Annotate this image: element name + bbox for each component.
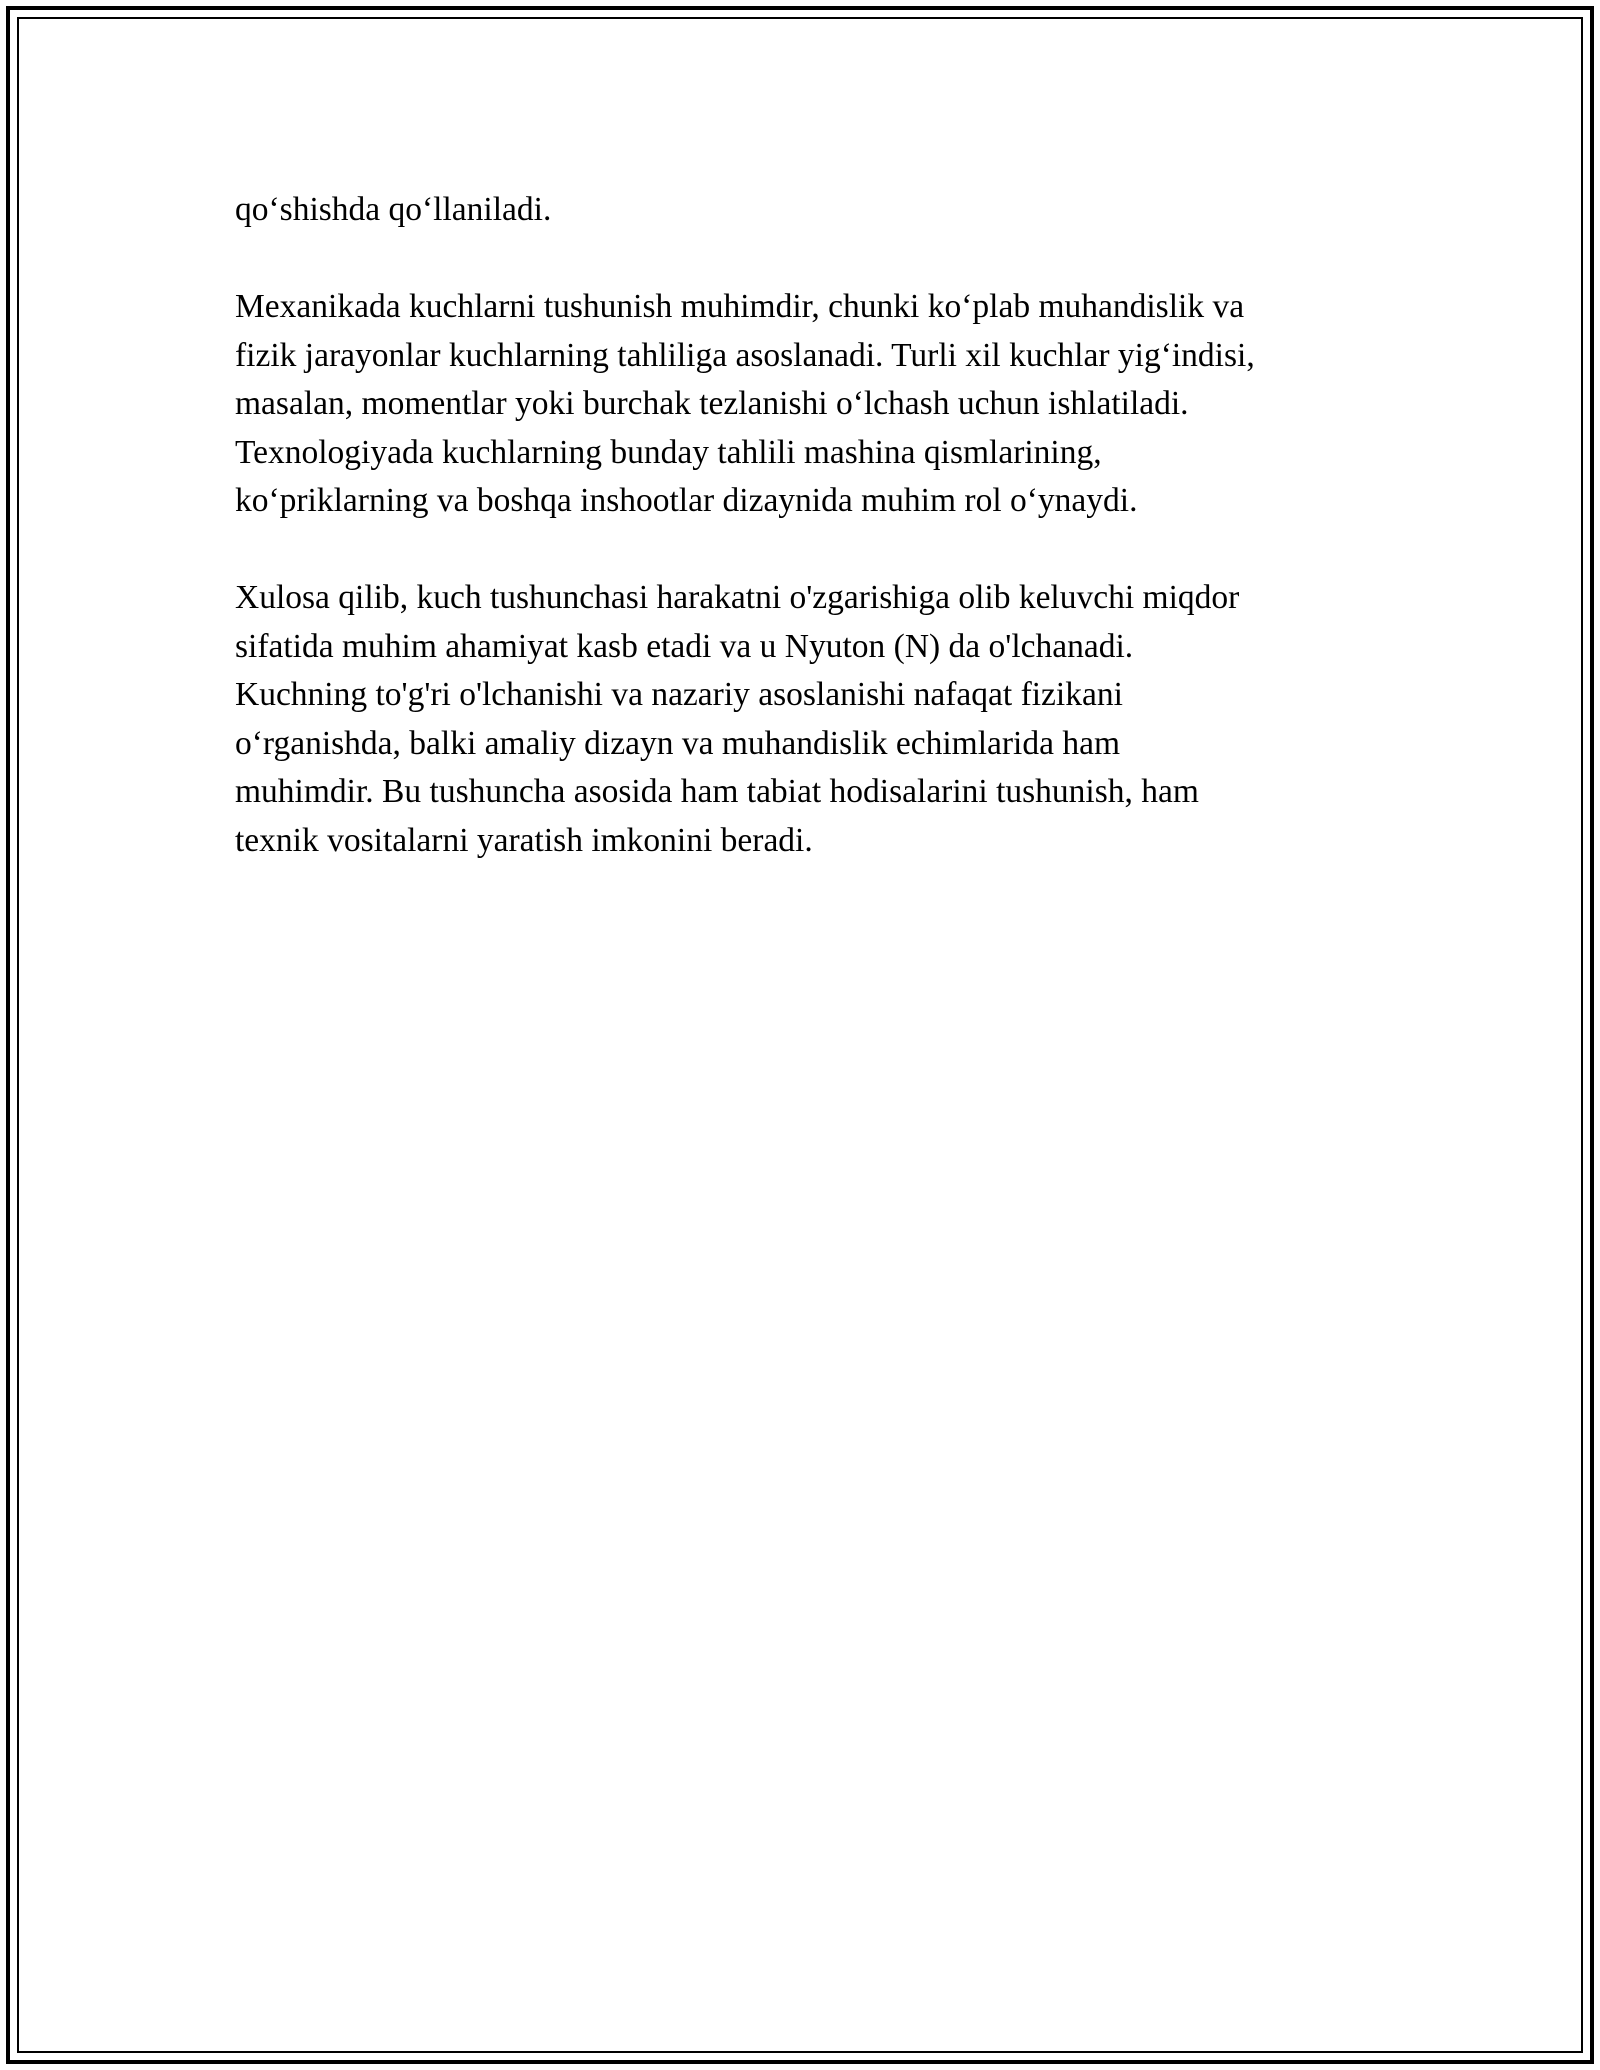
document-body [235, 186, 1365, 865]
paragraph-mechanics [235, 283, 1365, 526]
text-line: Texnologiyada kuchlarning bunday tahlili mashina qismlarining, [235, 433, 1102, 471]
paragraph-conclusion [235, 574, 1365, 865]
text-line: sifatida muhim ahamiyat kasb etadi va u Nyuton (N) da o'lchanadi. [235, 627, 1134, 665]
text-line: muhimdir. Bu tushuncha asosida ham tabiat hodisalarini tushunish, ham [235, 773, 1199, 810]
text-line: texnik vositalarni yaratish imkonini beradi. [235, 821, 813, 859]
text-line: fizik jarayonlar kuchlarning tahliliga asoslanadi. Turli xil kuchlar yig‘indisi, [235, 336, 1255, 374]
text-line: o‘rganishda, balki amaliy dizayn va muhandislik echimlarida ham [235, 724, 1121, 762]
text-line: masalan, momentlar yoki burchak tezlanishi o‘lchash uchun ishlatiladi. [235, 385, 1189, 422]
text-line: Xulosa qilib, kuch tushunchasi harakatni o'zgarishiga olib keluvchi miqdor [235, 579, 1240, 616]
text-line: ko‘priklarning va boshqa inshootlar dizaynida muhim rol o‘ynaydi. [235, 482, 1138, 519]
text-line: Mexanikada kuchlarni tushunish muhimdir, chunki ko‘plab muhandislik va [235, 288, 1245, 325]
paragraph-spacer [235, 235, 1365, 284]
text-line: qo‘shishda qo‘llaniladi. [235, 191, 552, 228]
text-line: Kuchning to'g'ri o'lchanishi va nazariy asoslanishi nafaqat fizikani [235, 676, 1123, 713]
paragraph-continuation [235, 186, 1365, 235]
paragraph-spacer [235, 526, 1365, 575]
